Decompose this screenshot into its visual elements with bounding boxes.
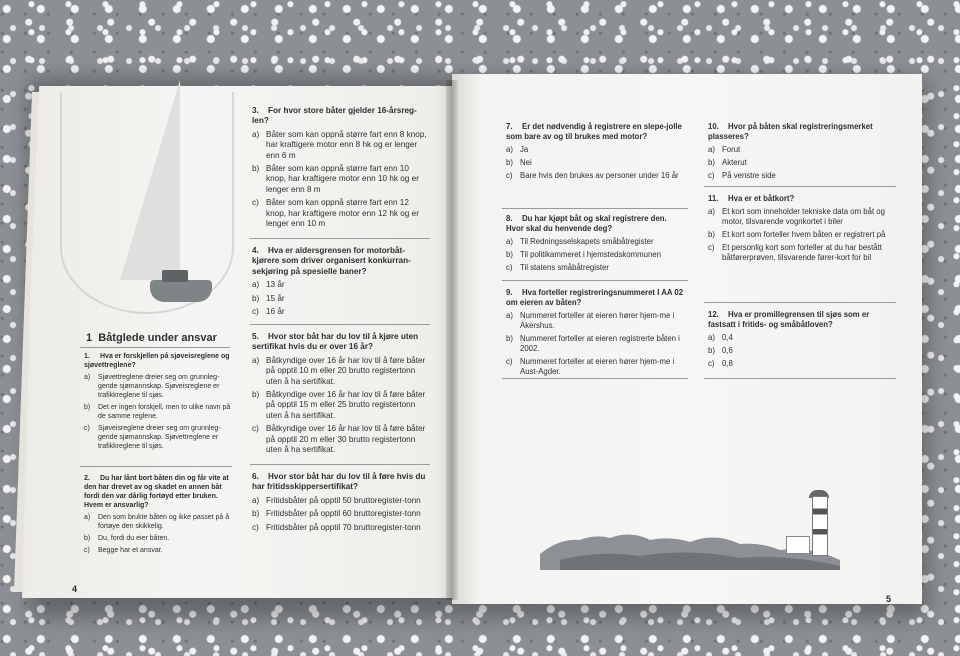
- question-3: 3. For hvor store båter gjelder 16-årsreg-len? a) Båter som kan oppnå større fart enn 8 knop, har kraftigere motor enn 8 hk og er lenger enn 6 m b) Båter som kan oppnå større fart enn 10 knop, har kraftigere motor enn 10 hk og er lenger enn 8 m c) Båter som kan oppnå større fart enn 12 knop, har kraftigere motor enn 12 hk og er lenger enn 10 m: [252, 106, 427, 229]
- question-12: 12. Hva er promillegrensen til sjøs som er fastsatt i fritids- og småbåtloven? a) 0,4 b) 0,6 c) 0,8: [708, 310, 870, 368]
- divider: [704, 378, 896, 379]
- divider: [704, 186, 896, 187]
- divider: [502, 280, 688, 281]
- question-6: 6. Hvor stor båt har du lov til å føre hvis du har fritidsskippersertifikat? a) Fritidsbåter på opptil 50 bruttoregister-tonn b) Fritidsbåter på opptil 60 bruttoregister-tonn c) Fritidsbåter på opptil 70 bruttoregister-tonn: [252, 472, 426, 532]
- question-11: 11. Hva er et båtkort? a) Et kort som inneholder tekniske data om båt og motor, tilsvarende vognkortet i biler b) Et kort som forteller hvem båten er registrert på c) Et personlig kort som forteller at du har bestått båtførerprøven, tilsvarende fører-kort for bil: [708, 194, 886, 262]
- question-8: 8. Du har kjøpt båt og skal registrere den. Hvor skal du henvende deg? a) Til Redningsselskapets småbåtregister b) Til politikammeret i hjemstedskommunen c) Til statens småbåtregister: [506, 214, 667, 272]
- lighthouse-illustration: [812, 496, 828, 556]
- divider: [502, 378, 688, 379]
- question-9: 9. Hva forteller registreringsnummeret I AA 02 om eieren av båten? a) Nummeret forteller at eieren hører hjem-me i Akershus. b) Nummeret forteller at eieren registrerte båten i 2002. c) Nummeret forteller at eieren hører hjem-me i Aust-Agder.: [506, 288, 684, 376]
- divider: [80, 347, 230, 348]
- house-illustration: [786, 536, 810, 554]
- chapter-heading: 1 Båtglede under ansvar: [86, 332, 217, 344]
- question-1: 1. Hva er forskjellen på sjøveisreglene og sjøvettreglene? a) Sjøvettreglene dreier seg om grunnleg-gende sjømannskap. Sjøveisreglene er trafikkreglene til sjøs. b) Det er ingen forskjell, men to ulike navn på de samme reglene. c) Sjøveisreglene dreier seg om grunnleg-gende sjømannskap. Sjøvettreglene er trafikkreglene til sjøs.: [84, 353, 231, 450]
- page-number-right: 5: [886, 594, 892, 604]
- question-10: 10. Hvor på båten skal registreringsmerket plasseres? a) Forut b) Akterut c) På venstre side: [708, 122, 873, 180]
- divider: [704, 302, 896, 303]
- question-4: 4. Hva er aldersgrensen for motorbåt-kjørere som driver organisert konkurran-sekjøring på spesielle baner? a) 13 år b) 15 år c) 16 år: [252, 246, 411, 317]
- divider: [80, 466, 232, 467]
- boat-illustration: [150, 280, 212, 302]
- divider: [250, 324, 430, 325]
- question-5: 5. Hvor stor båt har du lov til å kjøre uten sertifikat hvis du er over 16 år? a) Båtkyndige over 16 år har lov til å føre båter på opptil 10 m eller 20 brutto registertonn uten å ha sertifikat. b) Båtkyndige over 16 år har lov til å føre båter på opptil 15 m eller 25 brutto registertonn uten å ha sertifikat. c) Båtkyndige over 16 år har lov til å føre båter på opptil 20 m eller 30 brutto registertonn uten å ha sertifikat.: [252, 332, 426, 455]
- divider: [502, 208, 688, 209]
- divider: [250, 464, 430, 465]
- question-2: 2. Du har lånt bort båten din og får vite at den har drevet av og skadet en annen båt fordi den var dårlig fortøyd etter bruken. Hvem er ansvarlig? a) Den som brukte båten og ikke passet på å fortøye den skikkelig. b) Du, fordi du eier båten. c) Begge har et ansvar.: [84, 475, 230, 554]
- question-7: 7. Er det nødvendig å registrere en slepe-jolle som bare av og til brukes med motor? a) Ja b) Nei c) Bare hvis den brukes av personer under 16 år: [506, 122, 682, 180]
- book-spine: [446, 80, 458, 600]
- divider: [250, 238, 430, 239]
- page-number-left: 4: [72, 584, 78, 594]
